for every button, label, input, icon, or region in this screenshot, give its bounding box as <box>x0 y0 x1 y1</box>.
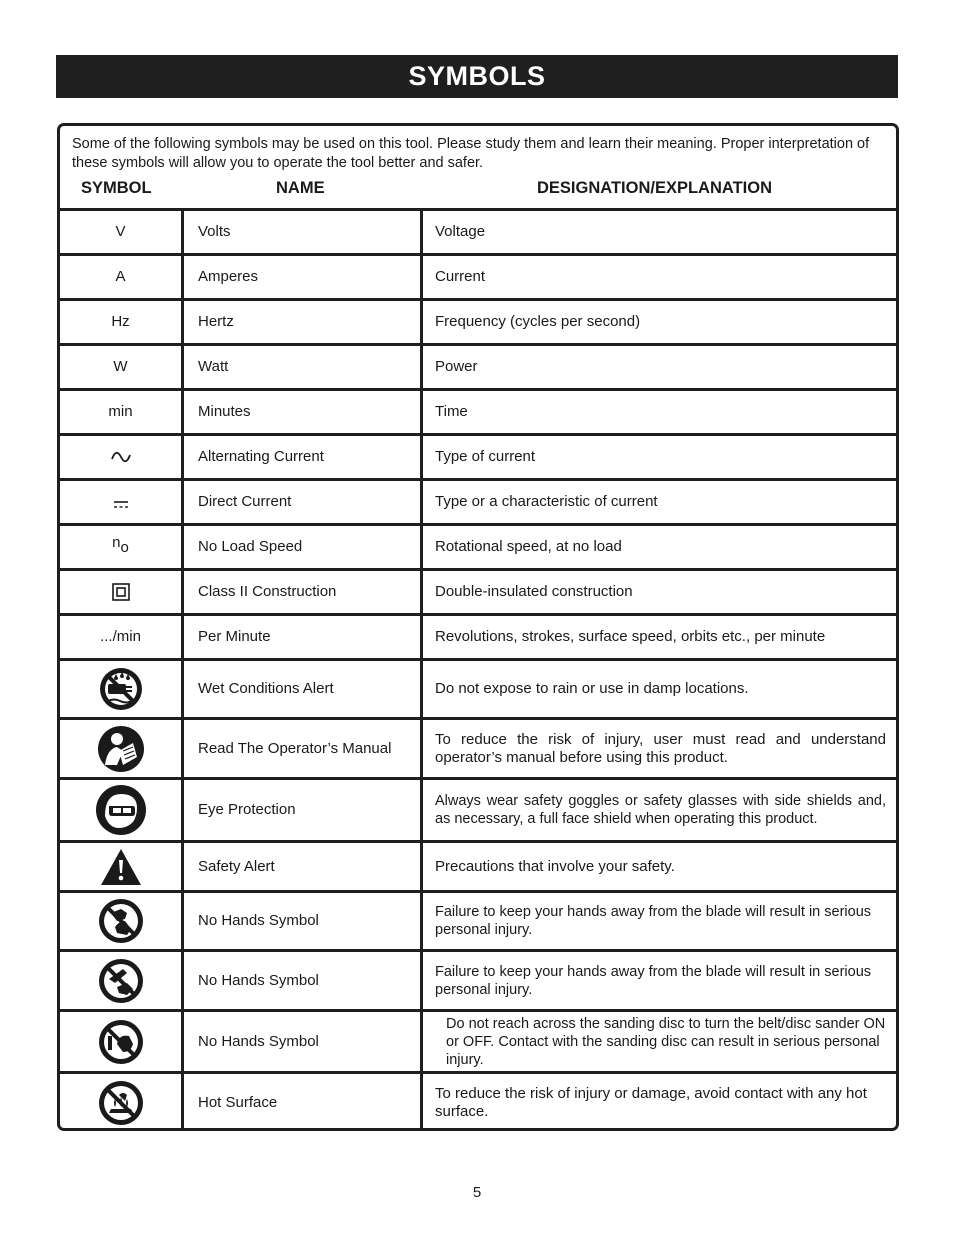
no-hands-icon <box>97 957 145 1005</box>
symbol-cell <box>60 301 184 343</box>
table-row <box>60 840 896 890</box>
table-row <box>60 717 896 777</box>
symbol-cell <box>60 720 184 777</box>
name-cell: Direct Current <box>184 481 423 523</box>
header-designation: DESIGNATION/EXPLANATION <box>537 179 772 197</box>
table-row <box>60 388 896 433</box>
description-cell: Type of current <box>435 448 536 465</box>
name-cell: Read The Operator’s Manual <box>184 720 423 777</box>
description-cell: Precautions that involve your safety. <box>435 857 675 875</box>
no-load-speed-symbol: no <box>112 534 129 556</box>
header-symbol: SYMBOL <box>81 179 152 197</box>
description-cell: Time <box>435 403 468 420</box>
symbol-cell <box>60 256 184 298</box>
description-cell: Type or a characteristic of current <box>435 493 658 510</box>
table-row <box>60 568 896 613</box>
symbol-cell <box>60 346 184 388</box>
symbol-cell <box>60 952 184 1009</box>
symbol-cell <box>60 481 184 523</box>
description-cell: To reduce the risk of injury or damage, avoid contact with any hot surface. <box>435 1085 867 1120</box>
description-cell: Failure to keep your hands away from the blade will result in serious personal injury. <box>435 963 872 998</box>
name-cell: Eye Protection <box>184 780 423 840</box>
name-cell: Hertz <box>184 301 423 343</box>
symbols-table-frame <box>57 123 899 1131</box>
table-row <box>60 890 896 949</box>
description-cell: Current <box>435 268 486 285</box>
name-cell: No Hands Symbol <box>184 1012 423 1071</box>
name-cell: Minutes <box>184 391 423 433</box>
name-cell: No Hands Symbol <box>184 952 423 1009</box>
name-cell: Hot Surface <box>184 1074 423 1131</box>
description-cell: Do not expose to rain or use in damp locations. <box>435 680 749 697</box>
page-number: 5 <box>472 1184 482 1201</box>
name-cell: No Hands Symbol <box>184 893 423 949</box>
description-cell: Frequency (cycles per second) <box>435 313 641 330</box>
page-title: SYMBOLS <box>56 55 898 98</box>
description-cell: Double-insulated construction <box>435 583 633 600</box>
description-cell: To reduce the risk of injury, user must read and understand operator’s manual before using this product. <box>435 730 886 766</box>
safety-alert-icon <box>99 847 143 887</box>
name-cell: Safety Alert <box>184 843 423 890</box>
description-cell: Always wear safety goggles or safety glasses with side shields and, as necessary, a full face shield when operating this product. <box>435 793 886 827</box>
symbol-cell <box>60 436 184 478</box>
symbol-cell <box>60 1074 184 1131</box>
table-row <box>60 253 896 298</box>
name-cell: Per Minute <box>184 616 423 658</box>
table-row <box>60 1009 896 1071</box>
name-cell: Volts <box>184 211 423 253</box>
symbol-cell <box>60 526 184 568</box>
symbol-text: .../min <box>100 628 141 645</box>
name-cell: Wet Conditions Alert <box>184 661 423 717</box>
table-row <box>60 343 896 388</box>
header-name: NAME <box>276 179 325 197</box>
symbol-text: W <box>113 358 128 375</box>
table-row <box>60 613 896 658</box>
table-row <box>60 433 896 478</box>
table-row <box>60 949 896 1009</box>
name-cell: Watt <box>184 346 423 388</box>
direct-current-icon <box>112 499 130 511</box>
table-row <box>60 1071 896 1131</box>
no-hands-icon <box>97 897 145 945</box>
description-cell: Revolutions, strokes, surface speed, orbits etc., per minute <box>435 628 826 645</box>
symbol-cell <box>60 843 184 890</box>
table-row <box>60 777 896 840</box>
name-cell: Alternating Current <box>184 436 423 478</box>
class-ii-construction-icon <box>112 583 130 601</box>
symbol-cell <box>60 391 184 433</box>
description-cell: Failure to keep your hands away from the blade will result in serious personal injury. <box>435 904 872 938</box>
symbol-cell <box>60 616 184 658</box>
symbols-table <box>60 208 896 1131</box>
name-cell: Amperes <box>184 256 423 298</box>
intro-text: Some of the following symbols may be used on this tool. Please study them and learn their meaning. Proper interpretation of these symbols will allow you to operate the tool better and safer. <box>72 136 870 171</box>
table-row <box>60 208 896 253</box>
symbol-cell <box>60 211 184 253</box>
hot-surface-icon <box>97 1079 145 1127</box>
symbol-text: A <box>115 268 126 285</box>
wet-conditions-icon <box>98 666 144 712</box>
symbol-text: Hz <box>111 313 130 330</box>
read-manual-icon <box>97 725 145 773</box>
symbol-cell <box>60 661 184 717</box>
eye-protection-icon <box>95 784 147 836</box>
symbol-cell <box>60 893 184 949</box>
table-row <box>60 658 896 717</box>
table-row <box>60 478 896 523</box>
description-cell: Voltage <box>435 223 486 240</box>
name-cell: Class II Construction <box>184 571 423 613</box>
no-hands-disc-icon <box>97 1018 145 1066</box>
symbol-text: V <box>115 223 126 240</box>
table-row <box>60 298 896 343</box>
symbol-cell <box>60 1012 184 1071</box>
description-cell: Rotational speed, at no load <box>435 538 622 555</box>
alternating-current-icon <box>110 450 132 464</box>
symbol-cell <box>60 780 184 840</box>
name-cell: No Load Speed <box>184 526 423 568</box>
symbol-cell <box>60 571 184 613</box>
description-cell: Do not reach across the sanding disc to turn the belt/disc sander ON or OFF. Contact with the sanding disc can result in serious personal injury. <box>446 1015 886 1068</box>
description-cell: Power <box>435 358 478 375</box>
symbol-text: min <box>108 403 133 420</box>
table-row <box>60 523 896 568</box>
